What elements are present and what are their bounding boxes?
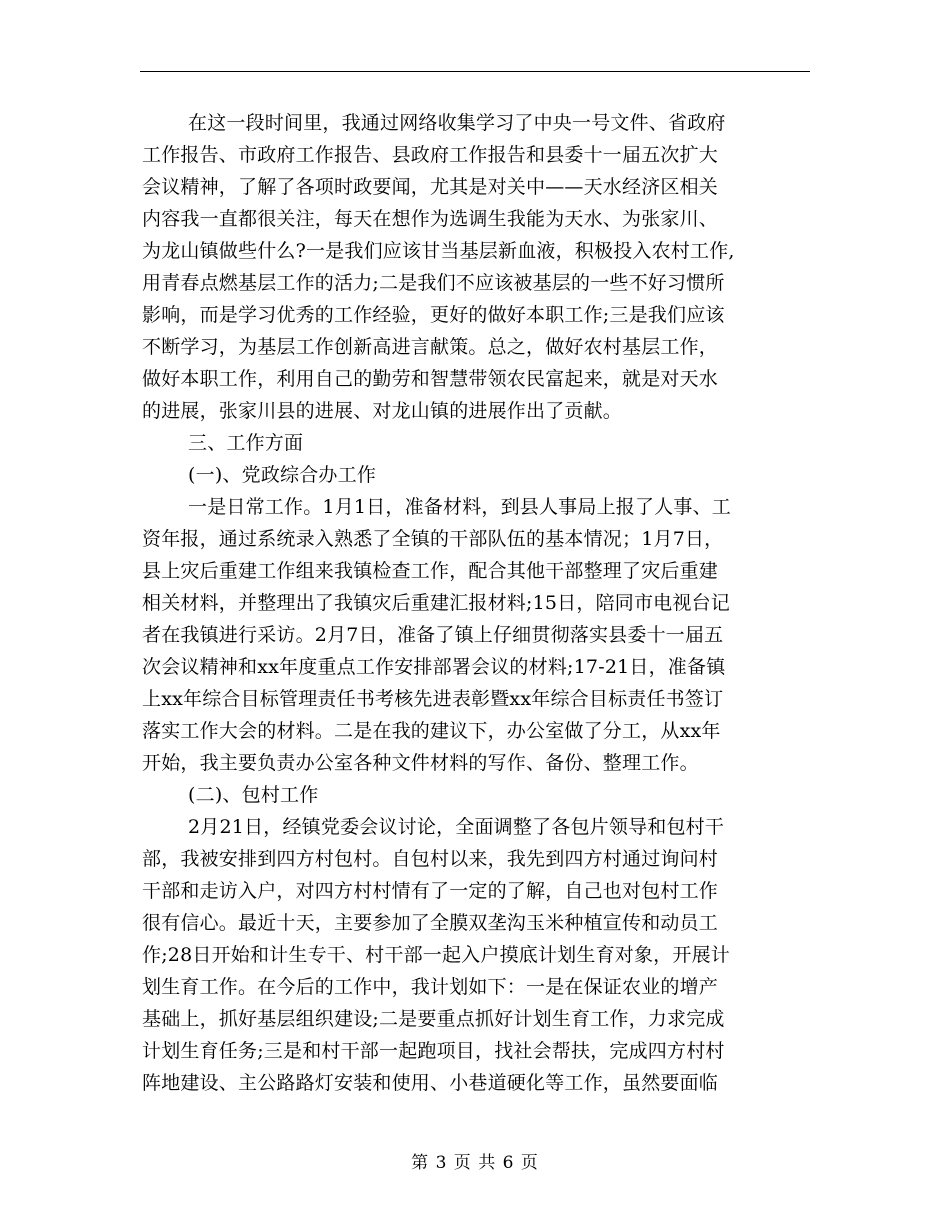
text-line: 计划生育任务;三是和村干部一起跑项目，找社会帮扶，完成四方村村 (142, 1040, 725, 1062)
text-line: 干部和走访入户，对四方村村情有了一定的了解，自己也对包村工作 (142, 880, 719, 902)
text-line: 做好本职工作，利用自己的勤劳和智慧带领农民富起来，就是对天水 (142, 368, 719, 390)
text-line: 工作报告、市政府工作报告、县政府工作报告和县委十一届五次扩大 (142, 144, 719, 166)
section-heading: 三、工作方面 (188, 432, 304, 454)
text-line: 资年报，通过系统录入熟悉了全镇的干部队伍的基本情况；1月7日， (142, 528, 724, 550)
text-line: 开始，我主要负责办公室各种文件材料的写作、备份、整理工作。 (142, 752, 699, 774)
text-line: 很有信心。最近十天，主要参加了全膜双垄沟玉米种植宣传和动员工 (142, 912, 719, 934)
text-line: 基础上，抓好基层组织建设;二是要重点抓好计划生育工作，力求完成 (142, 1008, 725, 1030)
text-line: 为龙山镇做些什么?一是我们应该甘当基层新血液，积极投入农村工作, (142, 240, 735, 262)
text-line: 一是日常工作。1月1日，准备材料，到县人事局上报了人事、工 (188, 496, 731, 518)
text-line: 部，我被安排到四方村包村。自包村以来，我先到四方村通过询问村 (142, 848, 719, 870)
text-line: 者在我镇进行采访。2月7日，准备了镇上仔细贯彻落实县委十一届五 (142, 624, 724, 646)
text-line: 划生育工作。在今后的工作中，我计划如下：一是在保证农业的增产 (142, 976, 719, 998)
text-line: 县上灾后重建工作组来我镇检查工作，配合其他干部整理了灾后重建 (142, 560, 719, 582)
text-line: 相关材料，并整理出了我镇灾后重建汇报材料;15日，陪同市电视台记 (142, 592, 730, 614)
text-line: 会议精神，了解了各项时政要闻，尤其是对关中——天水经济区相关 (142, 176, 719, 198)
text-line: 阵地建设、主公路路灯安装和使用、小巷道硬化等工作，虽然要面临 (142, 1072, 719, 1094)
text-line: 用青春点燃基层工作的活力;二是我们不应该被基层的一些不好习惯所 (142, 272, 725, 294)
subsection-heading: (一)、党政综合办工作 (188, 464, 377, 486)
page-footer: 第 3 页 共 6 页 (411, 1153, 539, 1173)
header-rule (140, 71, 810, 72)
text-line: 影响，而是学习优秀的工作经验，更好的做好本职工作;三是我们应该 (142, 304, 725, 326)
text-line: 不断学习，为基层工作创新高进言献策。总之，做好农村基层工作， (142, 336, 719, 358)
subsection-heading: (二)、包村工作 (188, 784, 319, 806)
text-line: 次会议精神和xx年度重点工作安排部署会议的材料;17-21日，准备镇 (142, 656, 726, 678)
text-line: 上xx年综合目标管理责任书考核先进表彰暨xx年综合目标责任书签订 (142, 688, 724, 710)
text-line: 作;28日开始和计生专干、村干部一起入户摸底计划生育对象，开展计 (142, 944, 730, 966)
text-line: 在这一段时间里，我通过网络收集学习了中央一号文件、省政府 (188, 112, 726, 134)
text-line: 内容我一直都很关注，每天在想作为选调生我能为天水、为张家川、 (142, 208, 719, 230)
document-body (142, 107, 810, 1099)
text-line: 落实工作大会的材料。二是在我的建议下，办公室做了分工，从xx年 (142, 720, 721, 742)
text-line: 的进展，张家川县的进展、对龙山镇的进展作出了贡献。 (142, 400, 623, 422)
text-line: 2月21日，经镇党委会议讨论，全面调整了各包片领导和包村干 (188, 816, 725, 838)
